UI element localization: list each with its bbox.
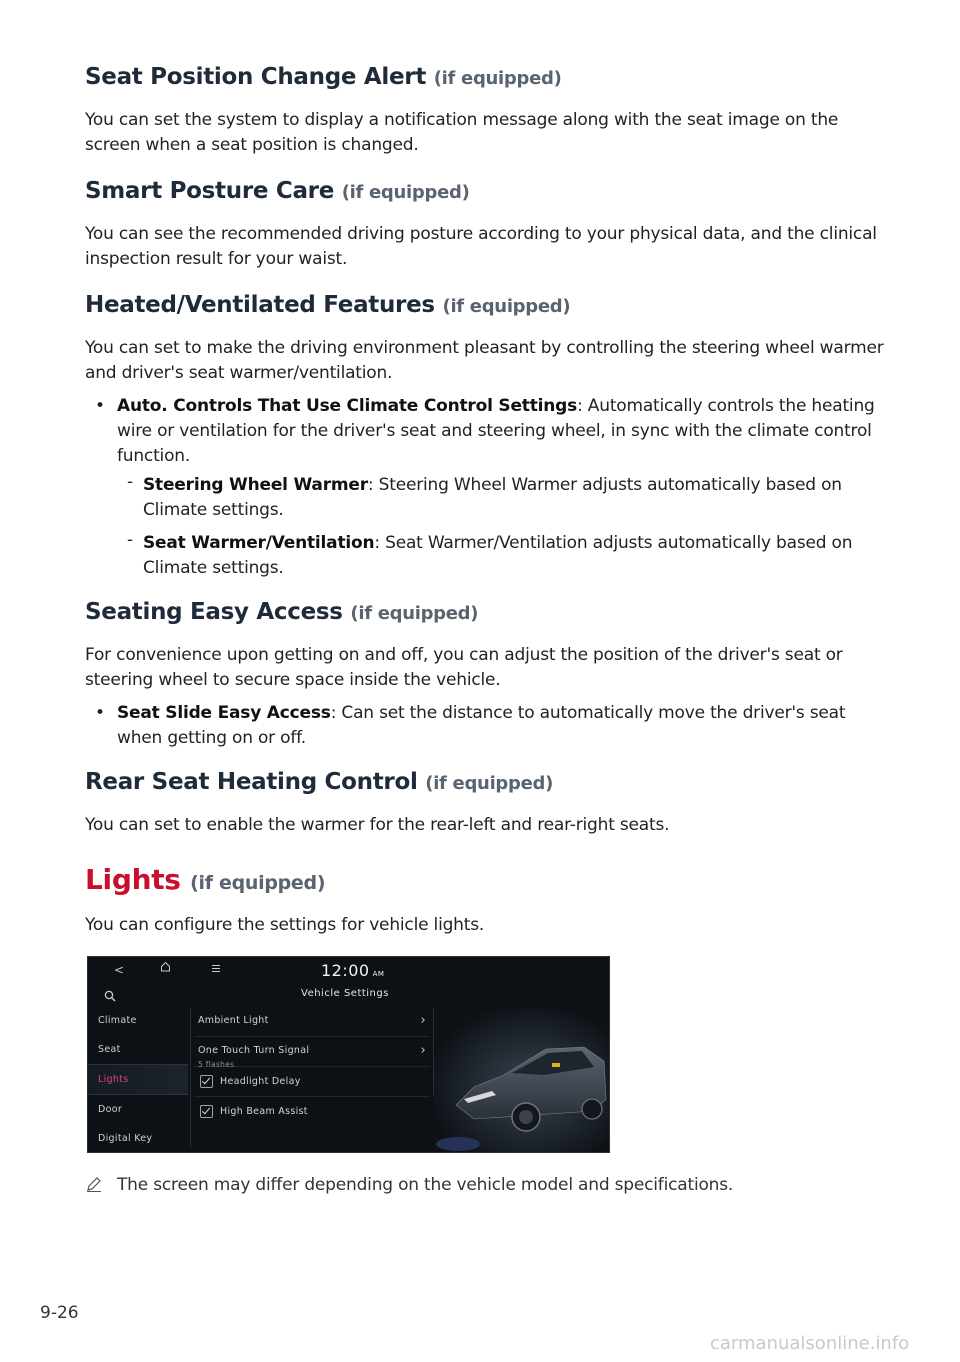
setting-one-touch-turn-signal[interactable]: One Touch Turn Signal 5 flashes › xyxy=(198,1043,426,1069)
screen-title: Vehicle Settings xyxy=(301,988,389,999)
sub-steering-wheel-warmer: - Steering Wheel Warmer: Steering Wheel Warmer adjusts automatically based on Climate settings. xyxy=(117,473,885,523)
search-icon[interactable] xyxy=(104,987,116,1006)
heading-seating-easy-access: Seating Easy Access (if equipped) xyxy=(85,599,479,625)
settings-category-menu xyxy=(88,1006,188,1153)
home-icon[interactable] xyxy=(160,961,171,975)
vehicle-image xyxy=(434,1009,609,1152)
note: The screen may differ depending on the vehicle model and specifications. xyxy=(85,1173,885,1198)
menu-item-digital-key[interactable]: Digital Key xyxy=(98,1133,153,1144)
vehicle-settings-screen xyxy=(87,956,610,1153)
if-equipped-label: (if equipped) xyxy=(442,296,571,317)
if-equipped-label: (if equipped) xyxy=(425,773,554,794)
bullet-auto-controls: • Auto. Controls That Use Climate Control Settings: Automatically controls the heating wire or ventilation for the driver's seat and steering wheel, in sync with the climate control function. - Steering Wheel Warmer: Steering Wheel Warmer adjusts automatically based on Climate settings. - Seat Warmer/Ventilation: Seat Warmer/Ventilation adjusts automatically based on Climate settings. xyxy=(85,394,885,581)
clock: 12:00 AM xyxy=(321,961,385,980)
checkbox-checked-icon[interactable] xyxy=(200,1105,213,1118)
heated-sub-list xyxy=(117,473,885,581)
paragraph-smart-posture: You can see the recommended driving posture according to your physical data, and the clinical inspection result for your waist. xyxy=(85,224,877,269)
paragraph-heated: You can set to make the driving environment pleasant by controlling the steering wheel warmer and driver's seat warmer/ventilation. xyxy=(85,338,884,383)
screen-top-bar xyxy=(88,957,609,1005)
heading-lights: Lights (if equipped) xyxy=(85,863,326,896)
chevron-right-icon: › xyxy=(420,1013,426,1028)
if-equipped-label: (if equipped) xyxy=(350,603,479,624)
if-equipped-label: (if equipped) xyxy=(433,68,562,89)
heading-seat-position-change-alert: Seat Position Change Alert (if equipped) xyxy=(85,64,562,90)
chevron-right-icon: › xyxy=(420,1043,426,1058)
if-equipped-label: (if equipped) xyxy=(341,182,470,203)
menu-item-seat[interactable]: Seat xyxy=(98,1044,121,1055)
heading-rear-seat-heating: Rear Seat Heating Control (if equipped) xyxy=(85,769,554,795)
easy-access-bullet-list xyxy=(85,701,885,751)
paragraph-lights: You can configure the settings for vehicle lights. xyxy=(85,915,485,935)
page-content xyxy=(85,58,885,1198)
setting-high-beam-assist[interactable]: High Beam Assist xyxy=(194,1097,430,1126)
setting-ambient-light[interactable]: Ambient Light › xyxy=(198,1013,426,1028)
turn-signal-value: 5 flashes xyxy=(198,1060,235,1069)
heading-heated-ventilated: Heated/Ventilated Features (if equipped) xyxy=(85,292,571,318)
menu-item-climate[interactable]: Climate xyxy=(98,1015,137,1026)
back-icon[interactable]: < xyxy=(114,963,125,977)
paragraph-easy-access: For convenience upon getting on and off, you can adjust the position of the driver's seat or steering wheel to secure space inside the vehicle. xyxy=(85,645,843,690)
bullet-seat-slide: • Seat Slide Easy Access: Can set the distance to automatically move the driver's seat when getting on or off. xyxy=(85,701,885,751)
paragraph-rear-heating: You can set to enable the warmer for the rear-left and rear-right seats. xyxy=(85,815,670,835)
paragraph-seat-position: You can set the system to display a notification message along with the seat image on the screen when a seat position is changed. xyxy=(85,110,839,155)
heated-bullet-list xyxy=(85,394,885,581)
heading-smart-posture-care: Smart Posture Care (if equipped) xyxy=(85,178,470,204)
menu-item-lights[interactable]: Lights xyxy=(88,1064,188,1095)
checkbox-checked-icon[interactable] xyxy=(200,1075,213,1088)
menu-divider xyxy=(190,1009,191,1147)
menu-item-door[interactable]: Door xyxy=(98,1104,123,1115)
lights-settings-list xyxy=(194,1007,430,1126)
note-pencil-icon xyxy=(85,1175,103,1201)
if-equipped-label: (if equipped) xyxy=(190,872,326,894)
menu-icon[interactable] xyxy=(212,962,220,976)
setting-headlight-delay[interactable]: Headlight Delay xyxy=(194,1067,430,1096)
sub-seat-warmer-ventilation: - Seat Warmer/Ventilation: Seat Warmer/Ventilation adjusts automatically based on Climate settings. xyxy=(117,531,885,581)
watermark: carmanualsonline.info xyxy=(710,1333,910,1354)
page-number: 9-26 xyxy=(40,1303,79,1323)
